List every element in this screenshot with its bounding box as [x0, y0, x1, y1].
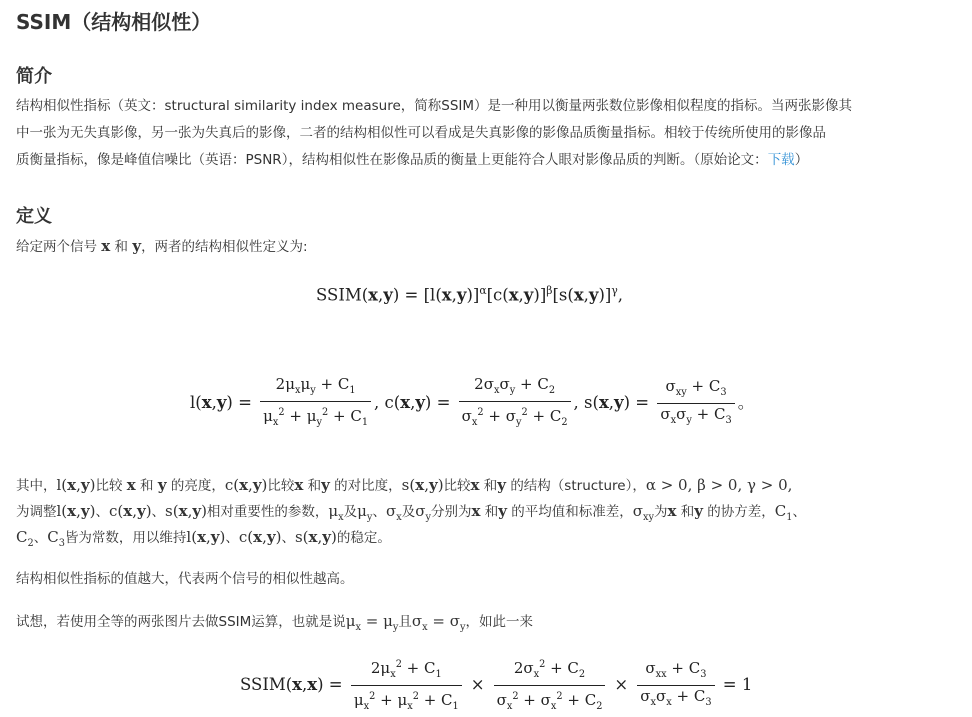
ssim-self-formula: SSIM(x,x) = $\frac{2\mu_x^2 + C_1}{\mu_x^2 + \mu_x^2 + C_1}$ × $\frac{2\sigma_x^2 + C_2}{\sigma_x^2 + \sigma_x^2 + C_2}$ × $\frac{\sigma_{xx} + C_3}{\sigma_x\sigma_x + C_3}$ = 1 — [240, 654, 752, 717]
intro-line-1: 结构相似性指标（英文：structural similarity index measure，简称SSIM）是一种用以衡量两张数位影像相似程度的指标。当两张影像其 — [16, 98, 853, 114]
note-1: 结构相似性指标的值越大，代表两个信号的相似性越高。 — [16, 571, 354, 587]
definition-heading: 定义 — [16, 206, 52, 227]
intro-heading: 简介 — [16, 66, 52, 87]
luminance-fraction: $\frac{2\mu_x\mu_y + C_1}{\mu_x^2 + \mu_y^2 + C_1}$ — [260, 374, 371, 433]
description-line-1: 其中，l(x,y)比较 x 和 y 的亮度，c(x,y)比较x 和y 的对比度，s(x,y)比较x 和y 的结构（structure），α > 0, β > 0, γ > 0, — [16, 476, 793, 494]
structure-fraction: $\frac{\sigma_{xy} + C_3}{\sigma_x\sigma_y + C_3}$ — [657, 376, 734, 431]
ssim-formula: SSIM(x,y) = $[l(x,y)]^\alpha[c(x,y)]^\beta[s(x,y)]^\gamma$, — [316, 284, 624, 305]
contrast-fraction: $\frac{2\sigma_x\sigma_y + C_2}{\sigma_x^2 + \sigma_y^2 + C_2}$ — [459, 374, 571, 433]
intro-line-3: 质衡量指标，像是峰值信噪比（英语：PSNR），结构相似性在影像品质的衡量上更能符合人眼对影像品质的判断。（原始论文：下载） — [16, 152, 809, 168]
definition-intro: 给定两个信号 x 和 y，两者的结构相似性定义为: — [16, 237, 308, 255]
intro-line-2: 中一张为无失真影像，另一张为失真后的影像，二者的结构相似性可以看成是失真影像的影像品质衡量指标。相较于传统所使用的影像品 — [16, 125, 826, 141]
description-line-2: 为调整l(x,y)、c(x,y)、s(x,y)相对重要性的参数，$\mu_x$及$\mu_y$、$\sigma_x$及$\sigma_y$分别为x 和y 的平均值和标准差，$\sigma_{xy}$为x 和y 的协方差，$C_1$、 — [16, 502, 806, 523]
description-line-3: $C_2$、$C_3$皆为常数，用以维持l(x,y)、c(x,y)、s(x,y)的稳定。 — [16, 528, 391, 549]
note-2: 试想，若使用全等的两张图片去做SSIM运算，也就是说$\mu_x = \mu_y$且$\sigma_x = \sigma_y$，如此一来 — [16, 612, 534, 633]
download-link[interactable]: 下载 — [767, 152, 795, 168]
page-title: SSIM（结构相似性） — [16, 10, 212, 34]
components-formula: l(x,y) = $\frac{2\mu_x\mu_y + C_1}{\mu_x^2 + \mu_y^2 + C_1}$ , c(x,y) = $\frac{2\sigma_x\sigma_y + C_2}{\sigma_x^2 + \sigma_y^2 + C_2}$ , s(x,y) = $\frac{\sigma_{xy} + C_3}{\sigma_x\sigma_y + C_3}$ 。 — [190, 374, 754, 433]
